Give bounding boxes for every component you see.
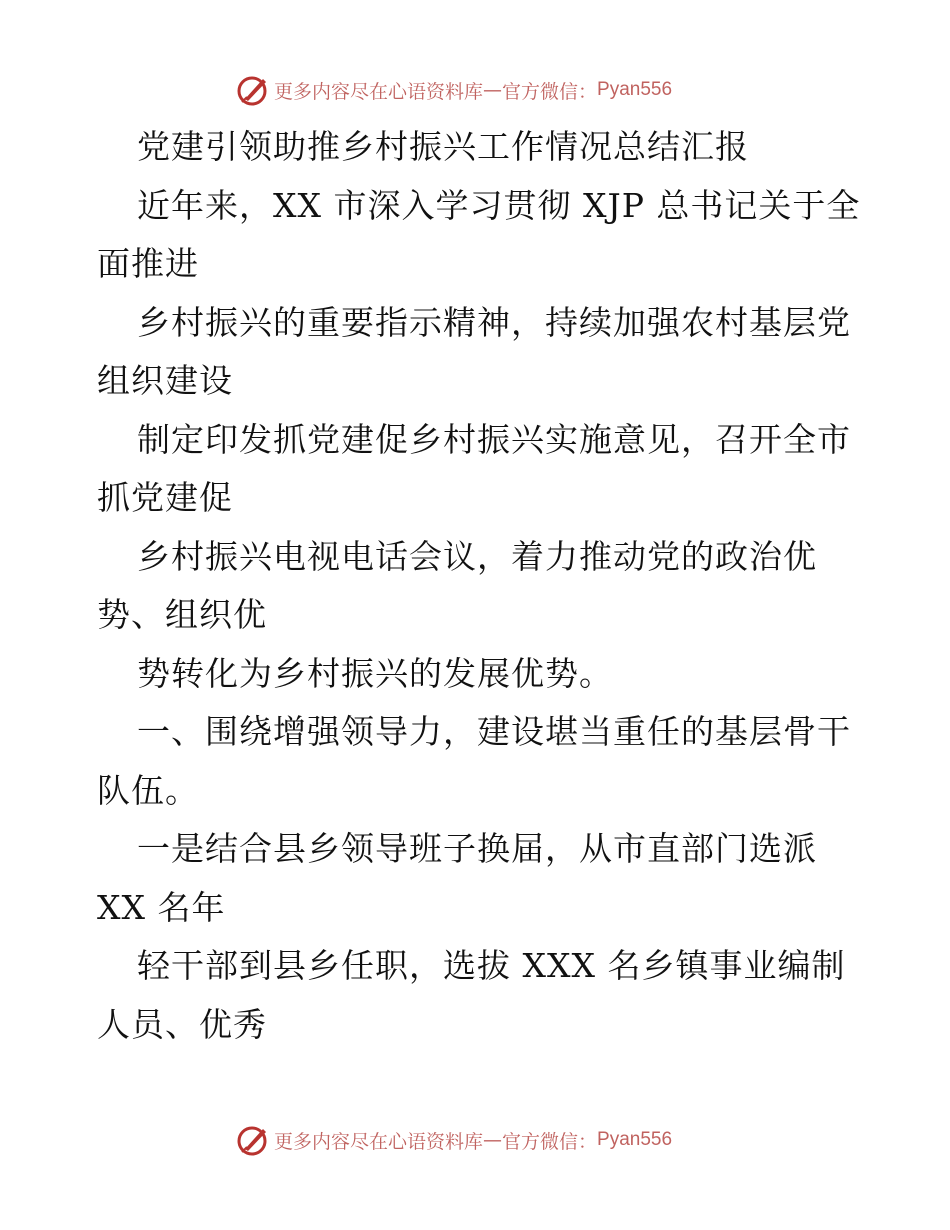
banner-wechat-id: Pyan556 — [597, 1129, 673, 1150]
paragraph-line: 抓党建促 — [97, 478, 233, 517]
header-banner — [236, 72, 672, 108]
banner-dash: — — [483, 79, 503, 101]
section-heading: 一、围绕增强领导力，建设堪当重任的基层骨干 — [137, 712, 851, 751]
paragraph-line: 组织建设 — [97, 361, 233, 400]
banner-dash: — — [483, 1129, 503, 1151]
document-body — [97, 118, 867, 1054]
paragraph-line: 队伍。 — [97, 770, 199, 810]
paragraph-line: 势、组织优 — [97, 595, 267, 634]
banner-wechat-label: 官方微信： — [502, 80, 598, 103]
paragraph-line: 乡村振兴的重要指示精神，持续加强农村基层党 — [137, 302, 851, 342]
banner-wechat-id: Pyan556 — [597, 79, 673, 100]
footer-banner — [236, 1122, 672, 1158]
banner-main-text: 更多内容尽在心语资料库 — [274, 1130, 484, 1153]
paragraph-line: 制定印发抓党建促乡村振兴实施意见，召开全市 — [137, 419, 851, 459]
paragraph-line: 势转化为乡村振兴的发展优势。 — [137, 653, 613, 693]
paragraph-line: 近年来，XX 市深入学习贯彻 XJP 总书记关于全 — [137, 185, 861, 225]
paragraph-line: 人员、优秀 — [97, 1004, 267, 1044]
banner-main-text: 更多内容尽在心语资料库 — [274, 80, 484, 103]
paragraph-line: 一是结合县乡领导班子换届，从市直部门选派 — [137, 829, 817, 868]
paragraph-line: XX 名年 — [97, 887, 226, 927]
paragraph-line: 乡村振兴电视电话会议，着力推动党的政治优 — [137, 536, 817, 576]
paragraph-line: 面推进 — [97, 244, 199, 283]
banner-wechat-label: 官方微信： — [502, 1130, 598, 1153]
paragraph-line: 轻干部到县乡任职，选拔 XXX 名乡镇事业编制 — [137, 946, 846, 985]
document-title: 党建引领助推乡村振兴工作情况总结汇报 — [137, 127, 749, 166]
quill-pen-logo-icon — [236, 73, 270, 107]
quill-pen-logo-icon — [236, 1123, 270, 1157]
